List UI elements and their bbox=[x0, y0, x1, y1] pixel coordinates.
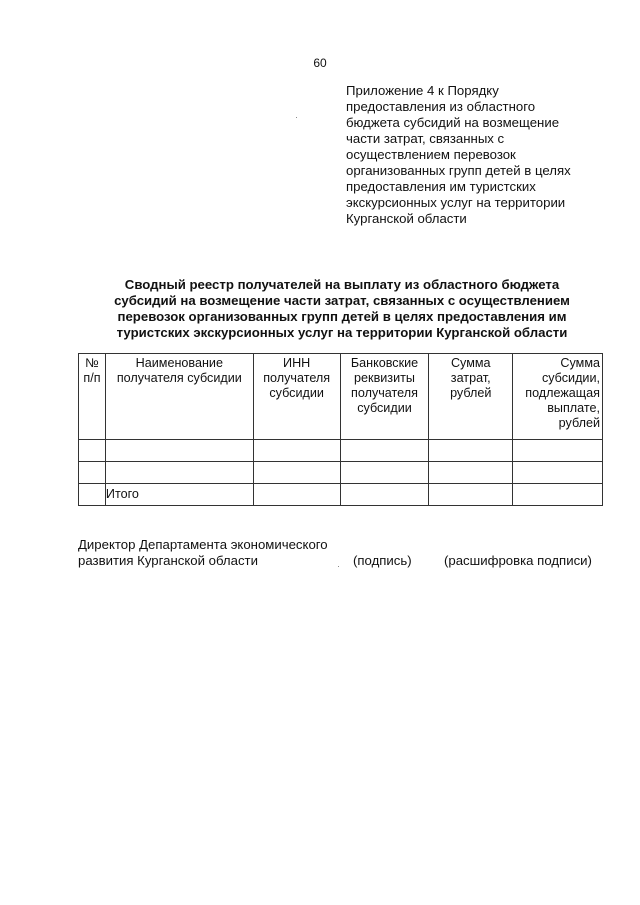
appendix-note bbox=[346, 83, 616, 227]
table-cell bbox=[340, 462, 429, 484]
appendix-line: организованных групп детей в целях bbox=[346, 163, 571, 178]
appendix-line: бюджета субсидий на возмещение bbox=[346, 115, 560, 130]
column-header-costs: Сумма затрат, рублей bbox=[429, 354, 513, 440]
appendix-line: осуществлением перевозок bbox=[346, 147, 516, 162]
appendix-line: Приложение 4 к Порядку bbox=[346, 83, 499, 98]
column-header-inn: ИНН получателя субсидии bbox=[253, 354, 340, 440]
signer-position-line-1: Директор Департамента экономического bbox=[78, 537, 328, 552]
signer-position-line-2: развития Курганской области bbox=[78, 553, 258, 568]
table-cell bbox=[253, 440, 340, 462]
table-cell bbox=[513, 462, 603, 484]
signature-decode-label: (расшифровка подписи) bbox=[444, 553, 592, 568]
appendix-line: экскурсионных услуг на территории bbox=[346, 195, 566, 210]
table-cell bbox=[79, 484, 106, 506]
appendix-line: предоставления из областного bbox=[346, 99, 536, 114]
table-cell bbox=[513, 484, 603, 506]
appendix-line: Курганской области bbox=[346, 211, 467, 226]
appendix-line: предоставления им туристских bbox=[346, 179, 536, 194]
scan-speck bbox=[338, 566, 339, 567]
table-cell bbox=[105, 440, 253, 462]
total-label: Итого bbox=[105, 484, 253, 506]
table-total-row bbox=[79, 484, 603, 506]
title-line: туристских экскурсионных услуг на территории Курганской области bbox=[116, 325, 568, 340]
table-header-row bbox=[79, 354, 603, 440]
table-cell bbox=[429, 462, 513, 484]
table-cell bbox=[429, 484, 513, 506]
scan-speck bbox=[296, 117, 297, 118]
table-cell bbox=[105, 462, 253, 484]
table-cell bbox=[79, 462, 106, 484]
registry-table bbox=[78, 353, 603, 506]
signature-label: (подпись) bbox=[353, 553, 412, 568]
table-row bbox=[79, 462, 603, 484]
table-cell bbox=[79, 440, 106, 462]
appendix-line: части затрат, связанных с bbox=[346, 131, 505, 146]
column-header-recipient-name: Наименование получателя субсидии bbox=[105, 354, 253, 440]
title-line: перевозок организованных групп детей в целях предоставления им bbox=[117, 309, 567, 324]
table-cell bbox=[253, 484, 340, 506]
title-line: субсидий на возмещение части затрат, связанных с осуществлением bbox=[114, 293, 570, 308]
column-header-bank-details: Банковские реквизиты получателя субсидии bbox=[340, 354, 429, 440]
table-cell bbox=[429, 440, 513, 462]
table-cell bbox=[340, 440, 429, 462]
table-cell bbox=[513, 440, 603, 462]
table-cell bbox=[253, 462, 340, 484]
title-line: Сводный реестр получателей на выплату из областного бюджета bbox=[124, 277, 560, 292]
signature-block bbox=[78, 537, 608, 569]
column-header-number: № п/п bbox=[79, 354, 106, 440]
page-number: 60 bbox=[313, 56, 327, 70]
table-row bbox=[79, 440, 603, 462]
table-cell bbox=[340, 484, 429, 506]
column-header-subsidy-amount: Сумма субсидии, подлежащая выплате, рублей bbox=[513, 354, 603, 440]
document-title bbox=[78, 277, 606, 341]
